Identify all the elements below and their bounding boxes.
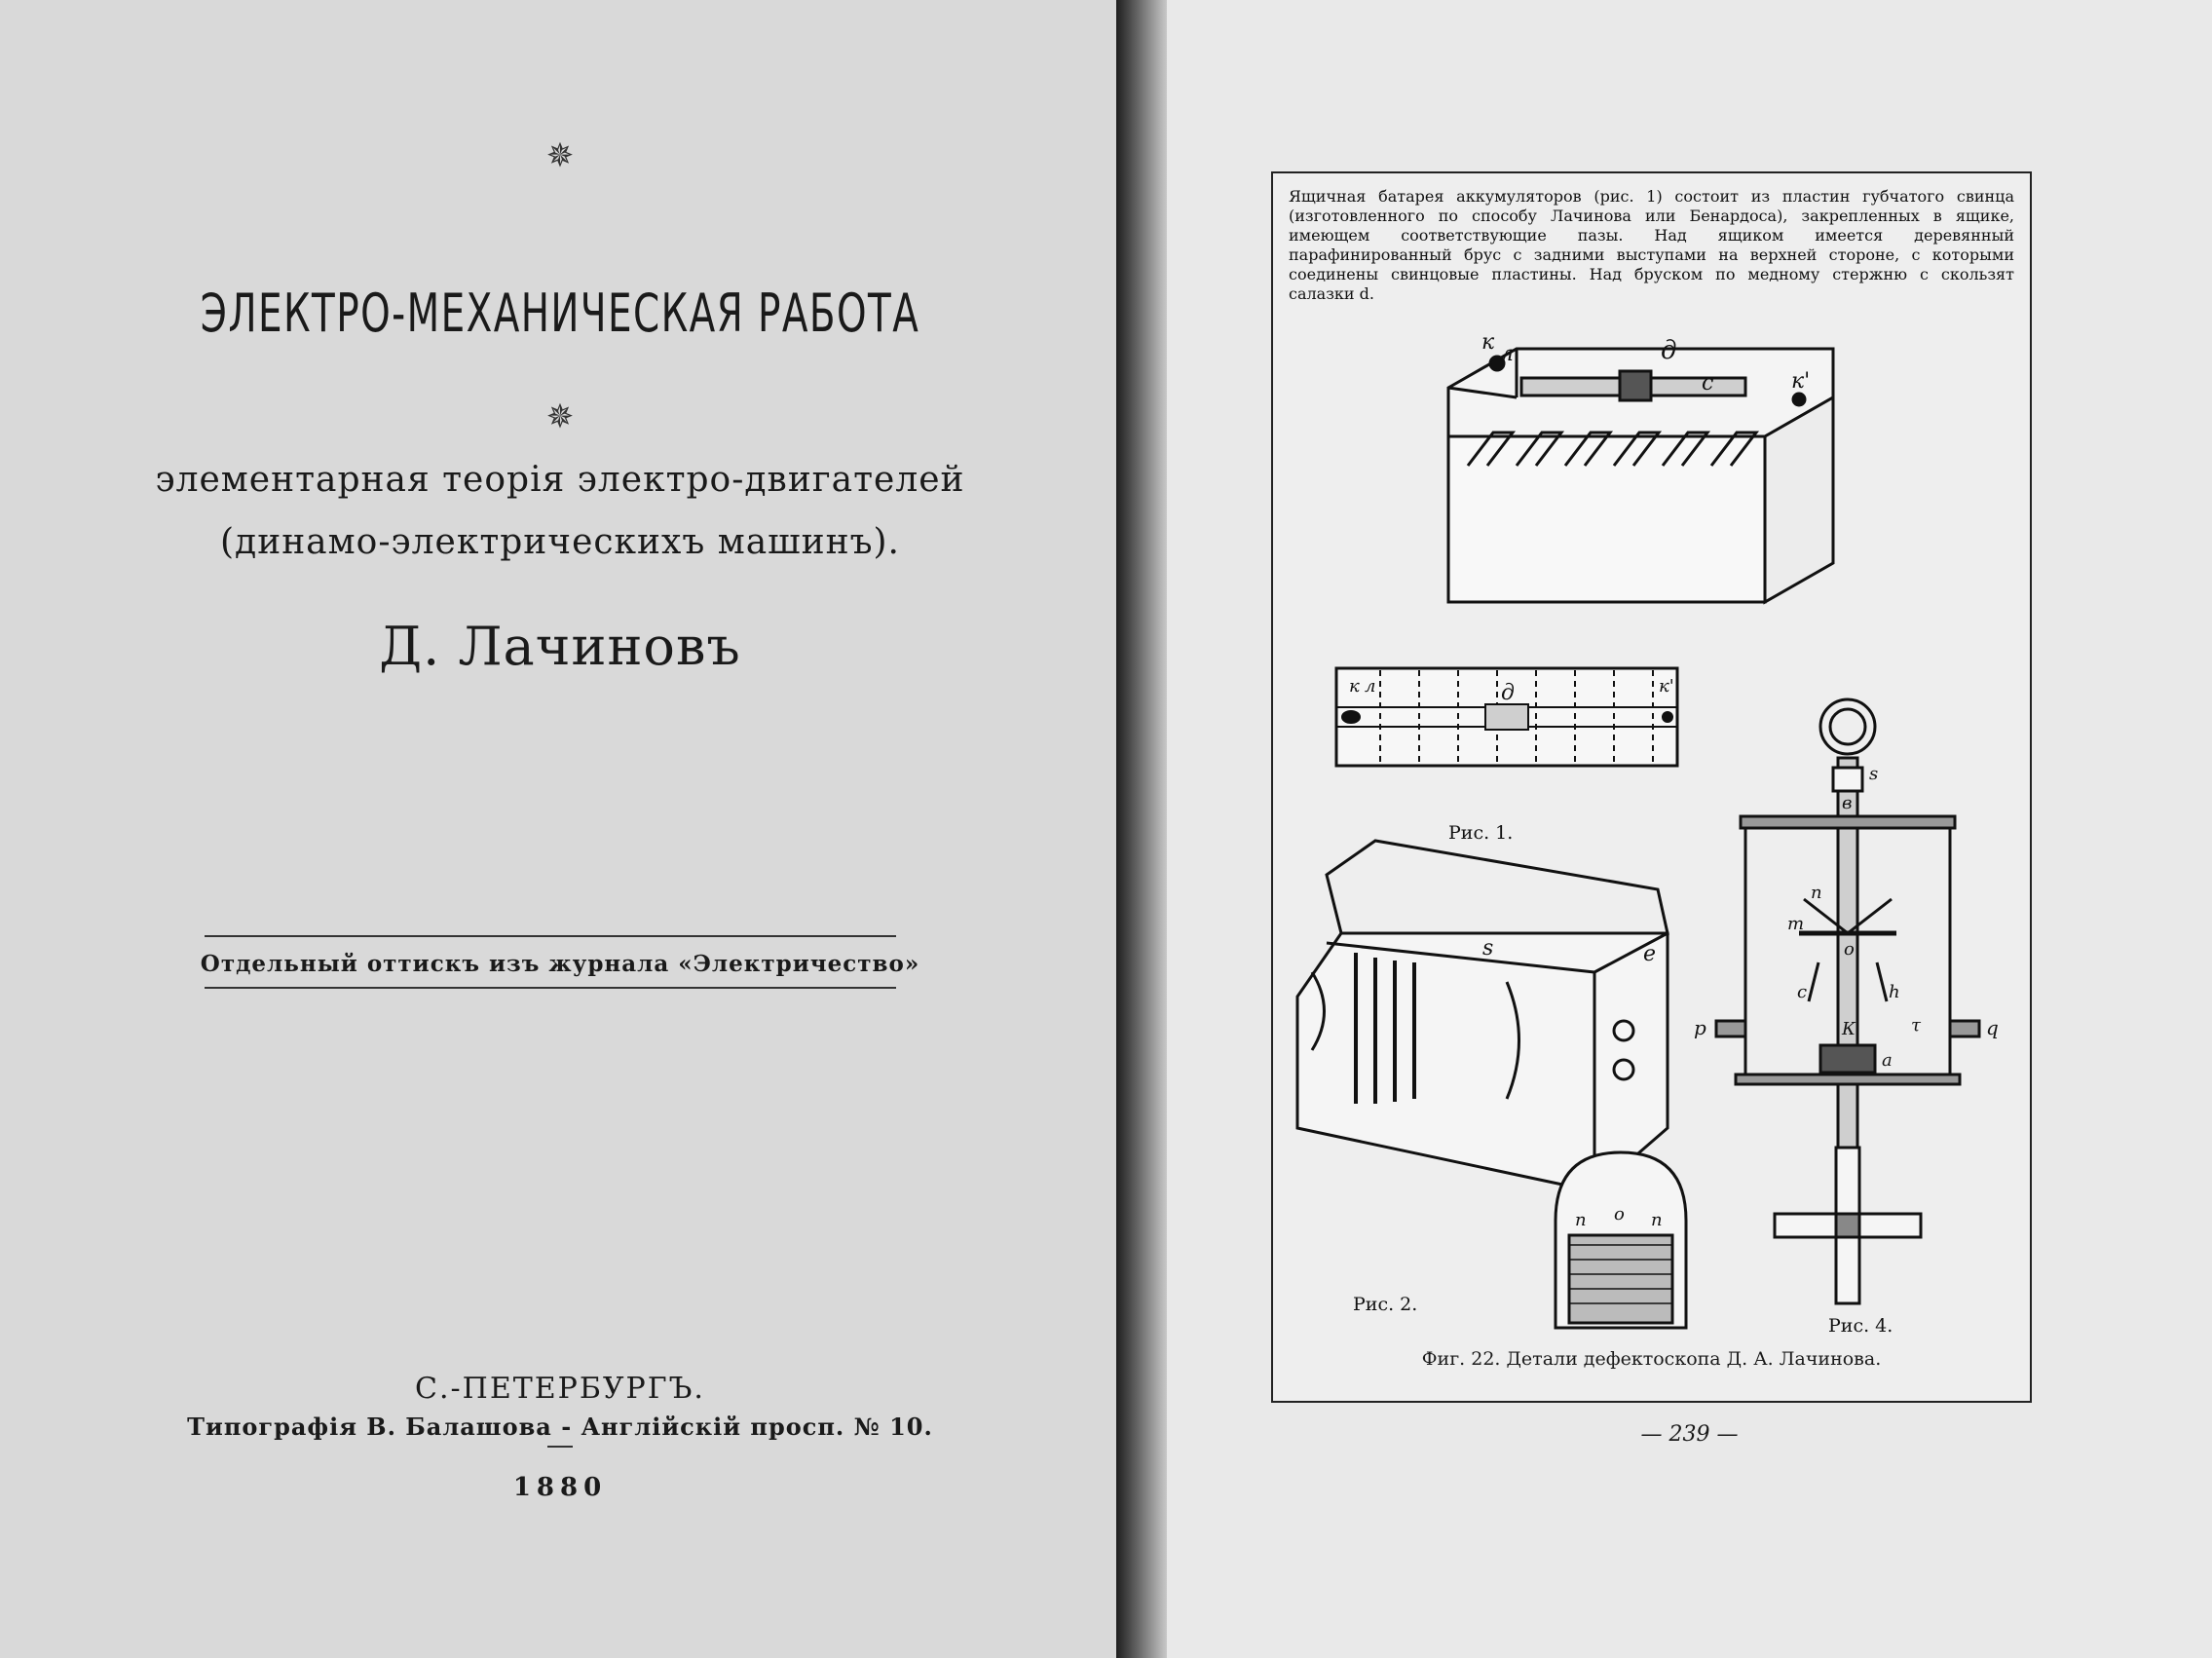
- ornament-top: ✵: [545, 136, 575, 175]
- reprint-note: Отдельный оттискъ изъ журнала «Электричество»: [200, 951, 920, 977]
- scope-label-k: К: [1842, 1019, 1856, 1039]
- figure-caption: Фиг. 22. Детали дефектоскопа Д. А. Лачинова.: [1421, 1348, 1882, 1370]
- cross-section-drawing: [1775, 1148, 1921, 1303]
- ornament-middle: ✵: [545, 397, 575, 436]
- author-name: Д. Лачиновъ: [379, 616, 741, 677]
- rule-bottom: [205, 987, 896, 989]
- battery-box-drawing: [1448, 349, 1833, 602]
- printer-line: Типографія В. Балашова - Англійскій просп. № 10.: [187, 1413, 933, 1441]
- page-number: — 239 —: [1640, 1422, 1739, 1447]
- scope-label-r: τ: [1911, 1015, 1921, 1036]
- label-c: с: [1702, 371, 1714, 396]
- scope-label-c: с: [1797, 982, 1808, 1002]
- fig2-caption: Рис. 2.: [1353, 1294, 1418, 1315]
- scope-label-a: а: [1882, 1050, 1893, 1071]
- scope-label-b: в: [1842, 793, 1853, 813]
- subtitle-line-1: элементарная теорія электро-двигателей: [155, 460, 965, 500]
- scope-label-o: o: [1844, 939, 1855, 960]
- year-dash: [547, 1446, 573, 1448]
- intro-paragraph: Ящичная батарея аккумуляторов (рис. 1) состоит из пластин губчатого свинца (изготовленного по способу Лачинова или Бенардоса), закрепленных в ящике, имеющем соответствующие пазы. Над ящиком имеется деревянный парафинированный брус с задними выступами на верхней стороне, с которыми соединены свинцовые пластины. Над бруском по медному стержню c скользят салазки d.: [1289, 187, 2014, 303]
- scope-label-n: n: [1811, 883, 1822, 903]
- plan-label-k-prime: к': [1659, 676, 1674, 697]
- box-label-e: e: [1643, 942, 1657, 966]
- scope-label-q: q: [1986, 1016, 1999, 1039]
- year-rule-wrap: [0, 1446, 1120, 1448]
- publication-city: С.-ПЕТЕРБУРГЪ.: [415, 1372, 705, 1406]
- label-l: л: [1500, 342, 1515, 366]
- label-k: к: [1481, 330, 1495, 355]
- plan-label-d: д: [1501, 681, 1515, 705]
- scope-label-h: h: [1889, 982, 1900, 1002]
- book-spine: [1116, 0, 1167, 1658]
- fig4-caption: Рис. 4.: [1828, 1315, 1893, 1337]
- label-d: д: [1661, 336, 1677, 365]
- plan-label-k: к: [1349, 676, 1360, 697]
- label-k-prime: к': [1791, 369, 1811, 394]
- arch-section-drawing: [1556, 1152, 1686, 1328]
- arch-label-n-left: n: [1575, 1210, 1587, 1230]
- rule-top: [205, 935, 896, 937]
- open-box-drawing: [1297, 841, 1668, 1191]
- subtitle-line-2: (динамо-электрическихъ машинъ).: [219, 522, 901, 562]
- figure-drawings: [1273, 173, 2030, 1401]
- book-title-wrap: [0, 283, 1120, 344]
- fig1-caption: Рис. 1.: [1448, 822, 1514, 844]
- figure-frame: [1271, 171, 2032, 1403]
- scope-label-m: m: [1787, 914, 1805, 934]
- scope-label-s: s: [1869, 764, 1879, 784]
- figure-page: [1167, 0, 2212, 1658]
- arch-label-n-right: n: [1651, 1210, 1663, 1230]
- scope-label-p: р: [1694, 1016, 1706, 1039]
- arch-label-o: o: [1614, 1204, 1625, 1225]
- defectoscope-drawing: [1716, 699, 1979, 1167]
- plan-label-l: л: [1365, 676, 1376, 697]
- box-label-s: s: [1482, 936, 1494, 961]
- publication-year: 1880: [512, 1473, 608, 1502]
- book-title: ЭЛЕКТРО-МЕХАНИЧЕСКАЯ РАБОТА: [200, 283, 920, 344]
